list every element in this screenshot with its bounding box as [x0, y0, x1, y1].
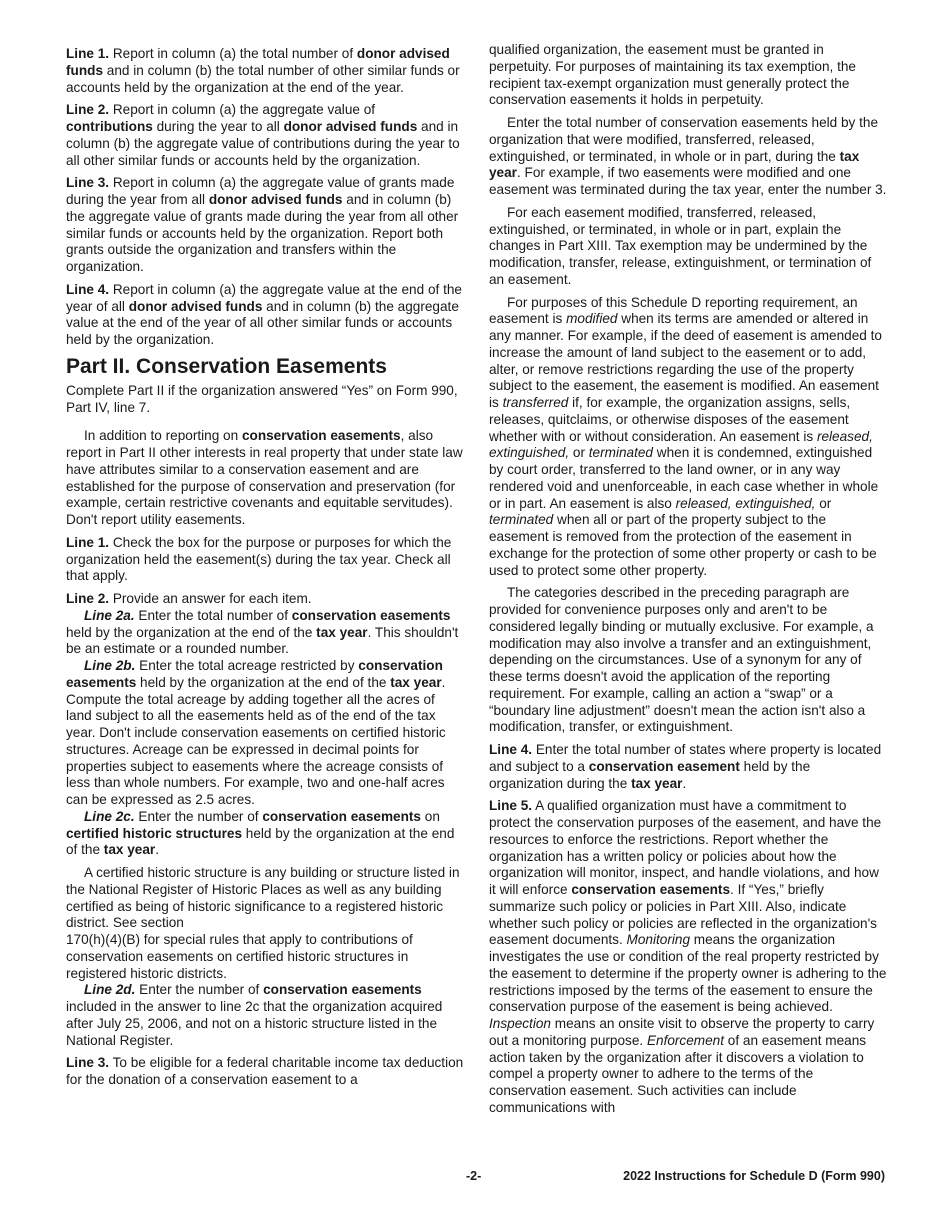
explain-changes-paragraph: For each easement modified, transferred, released, extinguished, or terminated, in whole or in part, explain the changes in Part XIII. Tax exemption may be undermined by the modification, transfer, release, extinguishment, or termination of an easement. [489, 204, 872, 287]
line3-paragraph: Line 3. Report in column (a) the aggregate value of grants made during the year from all donor advised funds and in column (b) the aggregate value of grants made during the year from all other similar funds or accounts held by the organization. Report both grants outside the organization and transfers within the organization. [66, 175, 459, 274]
pii-line4-paragraph: Line 4. Enter the total number of states where property is located and subject to a conservation easement held by the organization during the tax year. [489, 742, 882, 791]
pii-line2c-paragraph: Line 2c. Enter the number of conservation easements on certified historic structures held by the organization at the end of the tax year. [66, 808, 455, 858]
pii-line2a-paragraph: Line 2a. Enter the total number of conservation easements held by the organization at the end of the tax year. This shouldn't be an estimate or a rounded number. [66, 607, 459, 657]
pii-line5-paragraph: Line 5. A qualified organization must have a commitment to protect the conservation purposes of the easement, and have the resources to enforce the restrictions. Report whether the organization has a written policy or policies about how the organization will monitor, inspect, and handle violations, and how it will enforce conservation easements. If “Yes,” briefly summarize such policy or policies in Part XIII. Also, indicate whether such policy or policies are reflected in the organization's easement documents. Monitoring means the organization investigates the use or condition of the real property restricted by the easement to determine if the property owner is adhering to the restrictions imposed by the terms of the easement to ensure the conservation purpose of the easement is being achieved. Inspection means an onsite visit to observe the property to carry out a monitoring purpose. Enforcement of an easement means action taken by the organization after it discovers a violation to compel a property owner to adhere to the terms of the conservation easement. Such activities can include communications with [489, 798, 887, 1115]
line-label: Line 3. [66, 175, 110, 191]
perpetuity-paragraph: qualified organization, the easement must be granted in perpetuity. For purposes of maintaining its tax exemption, the recipient tax-exempt organization must generally protect the conservation easements it holds in perpetuity. [489, 42, 856, 108]
line-label: Line 1. [66, 46, 110, 61]
definitions-paragraph: For purposes of this Schedule D reporting requirement, an easement is modified when its terms are amended or altered in any manner. For example, if the deed of easement is amended to increase the amount of land subject to the easement or to add, alter, or remove restrictions regarding the use of the property subject to the easement, the easement is modified. An easement is transferred if, for example, the organization assigns, sells, releases, quitclaims, or otherwise disposes of the easement whether with or without consideration. An easement is released, extinguished, or terminated when it is condemned, extinguished by court order, transferred to the land owner, or in any way rendered void and unenforceable, in each case whether in whole or in part. An easement is also released, extinguished, or terminated when all or part of the property subject to the easement is removed from the protection of the easement in exchange for the protection of some other property or cash to be used to protect some other property. [489, 294, 882, 578]
modified-count-paragraph: Enter the total number of conservation easements held by the organization that were modified, transferred, released, extinguished, or terminated, in whole or in part, during the tax year. For example, if two easements were modified and one easement was terminated during the tax year, enter the number 3. [489, 115, 887, 197]
pii-line2-paragraph: Line 2. Provide an answer for each item. [66, 591, 312, 606]
left-column [66, 46, 464, 1095]
pii-line3-paragraph: Line 3. To be eligible for a federal charitable income tax deduction for the donation of a conservation easement to a [66, 1055, 464, 1087]
additional-interests-paragraph: In addition to reporting on conservation easements, also report in Part II other interests in real property that under state law have attributes similar to a conservation easement and are established for the purpose of conservation and preservation (for example, certain restrictive covenants and equitable servitudes). Don't report utility easements. [66, 428, 463, 527]
pii-line2d-paragraph: Line 2d. Enter the number of conservation easements included in the answer to line 2c that the organization acquired after July 25, 2006, and not on a historic structure listed in the National Register. [66, 982, 443, 1048]
right-column [489, 42, 887, 1123]
line-label: Line 4. [66, 281, 110, 297]
line4-paragraph: Line 4. Report in column (a) the aggregate value at the end of the year of all donor advised funds and in column (b) the aggregate value at the end of the year of all other similar funds or accounts held by the organization. [66, 281, 462, 347]
pii-line1-paragraph: Line 1. Check the box for the purpose or purposes for which the organization held the easement(s) during the tax year. Check all that apply. [66, 534, 452, 584]
categories-paragraph: The categories described in the preceding paragraph are provided for convenience purposes only and aren't to be considered legally binding or mutually exclusive. For example, a modification may also involve a transfer and an extinguishment, depending on the circumstances. Use of a synonym for any of these terms doesn't avoid the application of the reporting requirement. For example, calling an action a “swap” or a “boundary line adjustment” doesn't mean the action isn't also a modification, transfer, or extinguishment. [489, 585, 874, 735]
line2-paragraph: Line 2. Report in column (a) the aggregate value of contributions during the year to all donor advised funds and in column (b) the aggregate value of contributions during the year to all other similar funds or accounts held by the organization. [66, 102, 460, 168]
page-number: -2- [466, 1169, 482, 1183]
line-label: Line 2. [66, 102, 110, 118]
footer-title: 2022 Instructions for Schedule D (Form 990) [623, 1169, 885, 1183]
section-intro: Complete Part II if the organization answered “Yes” on Form 990, Part IV, line 7. [66, 382, 458, 415]
certified-historic-paragraph: A certified historic structure is any building or structure listed in the National Register of Historic Places as well as any building certified as being of historic significance to a registered historic district. See section 170(h)(4)(B) for special rules that apply to contributions of conservation easements on certified historic structures in registered historic districts. [66, 865, 460, 981]
section-heading: Part II. Conservation Easements [66, 354, 387, 378]
line1-paragraph: Line 1. Report in column (a) the total number of donor advised funds and in column (b) the total number of other similar funds or accounts held by the organization at the end of the year. [66, 46, 460, 95]
pii-line2b-paragraph: Line 2b. Enter the total acreage restricted by conservation easements held by the organization at the end of the tax year. Compute the total acreage by adding together all the acres of land subject to all the easements held as of the end of the tax year. Don't include conservation easements on certified historic structures. Acreage can be expressed in decimal points for properties subject to easements where the acreage consists of less than whole numbers. For example, two and one-half acres can be expressed as 2.5 acres. [66, 658, 446, 807]
